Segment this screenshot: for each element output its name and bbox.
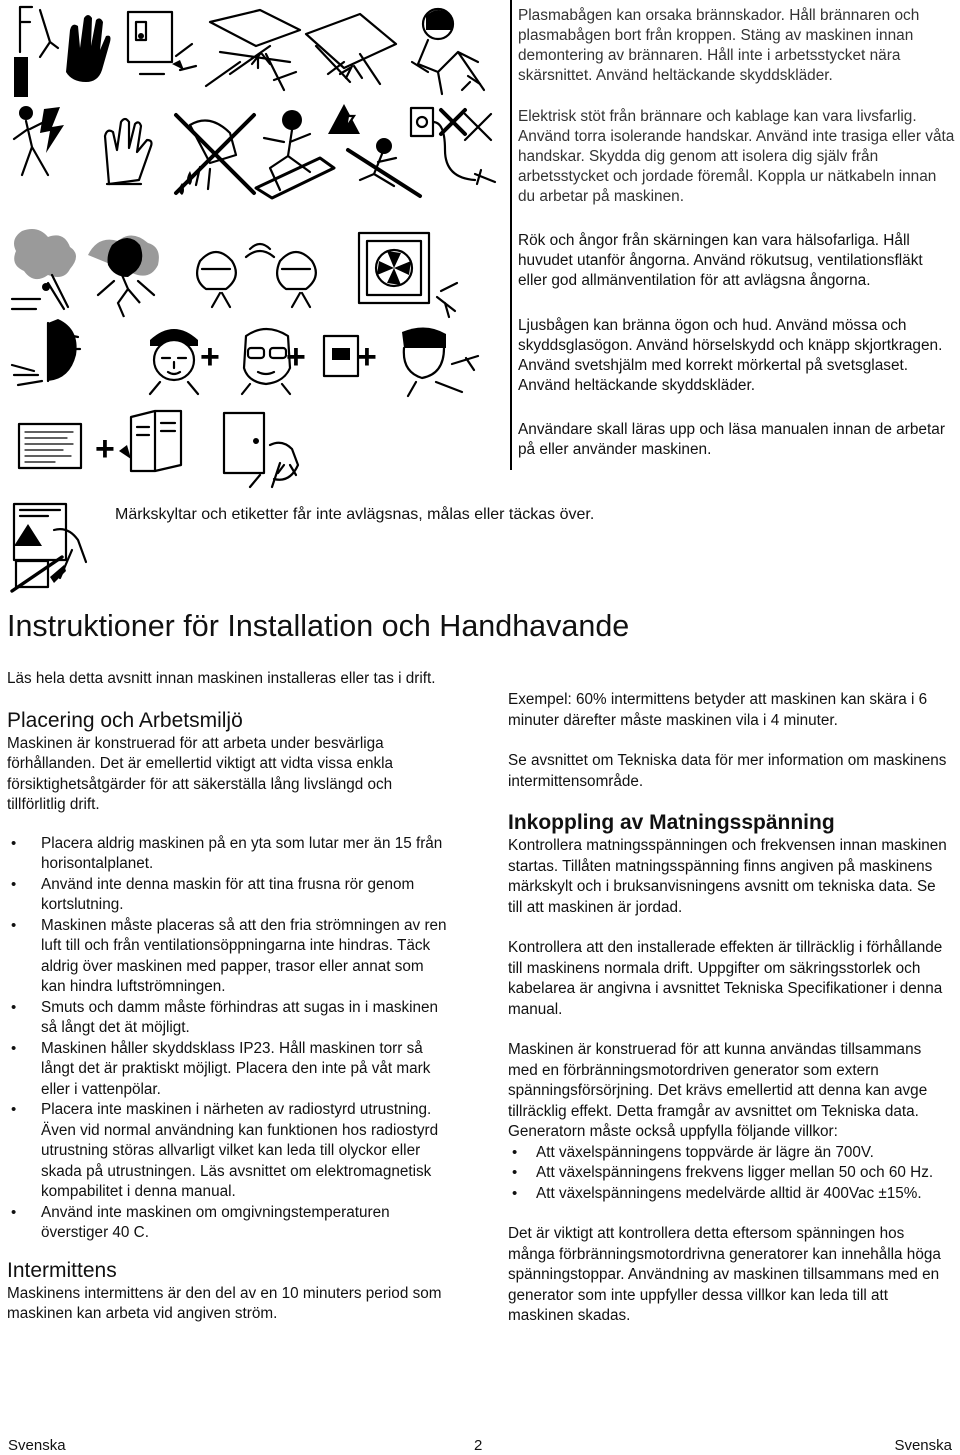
no-paint-label-icon xyxy=(8,555,68,595)
input-paragraph-4: Det är viktigt att kontrollera detta eftersom spänningen hos många förbränningsmotordrivna generatorer kan innehålla höga spänningstoppar. Användning av maskinen tillsammans med en generator som inte uppfyller dessa villkor kan leda till att maskinen skadas. xyxy=(508,1225,941,1324)
disconnect-plug-icon xyxy=(405,100,505,200)
list-item: • Smuts och damm måste förhindras att sugas in i maskinen så långt det ät möjligt. xyxy=(7,998,447,1039)
plus-sign: + xyxy=(357,338,377,376)
hand-icon xyxy=(60,10,115,85)
technical-data-reference: Se avsnittet om Tekniska data för mer information om maskinens intermittensområde. xyxy=(508,752,947,790)
input-paragraph-3: Maskinen är konstruerad för att kunna användas tillsammans med en förbränningsmotordriven generator som extern spänningsförsörjning. Det krävs emellertid att denna kan avge tillräcklig effekt. Detta framgår av avsnittet om Tekniska data. Generatorn måste också uppfylla följande villkor: xyxy=(508,1041,928,1140)
fume-hazard-icon xyxy=(8,225,88,315)
read-manual-icon xyxy=(200,405,310,490)
labels-caption: Märkskyltar och etiketter får inte avlägsnas, målas eller täckas över. xyxy=(115,506,595,523)
list-item: • Att växelspänningens toppvärde är lägre än 700V. xyxy=(508,1143,953,1164)
placement-bullet-list xyxy=(7,834,447,1244)
fume-head-icon xyxy=(88,225,168,320)
placement-heading: Placering och Arbetsmiljö xyxy=(7,708,243,732)
intro-text: Läs hela detta avsnitt innan maskinen installeras eller tas i drift. xyxy=(7,670,436,687)
fume-extraction-icon xyxy=(180,235,340,310)
workpiece-sparks-icon xyxy=(300,4,400,99)
page-number: 2 xyxy=(474,1437,483,1454)
protective-clothing-icon xyxy=(398,2,506,97)
plus-sign: + xyxy=(200,338,220,376)
power-off-icon xyxy=(120,4,200,89)
placement-paragraph: Maskinen är konstruerad för att arbeta under besvärliga förhållanden. Det är emellertid viktigt att vidta vissa enkla försiktighetsåtgärder för att säkerställa lång livslängd och tillförlitlig drift. xyxy=(7,734,394,813)
right-column xyxy=(508,690,953,1327)
duty-cycle-example: Exempel: 60% intermittens betyder att maskinen kan skära i 6 minuter därefter måste maskinen vila i 4 minuter. xyxy=(508,691,928,729)
column-divider xyxy=(510,0,512,470)
training-icon xyxy=(115,405,195,490)
warning-text-arc: Plasmabågen kan orsaka brännskador. Håll brännaren och plasmabågen bort från kroppen. Stäng av maskinen innan demontering av brännaren. Håll inte i arbetsstycket nära skärsnittet. Använd heltäckande skyddskläder. xyxy=(518,7,920,84)
list-item: • Maskinen håller skyddsklass IP23. Håll maskinen torr så långt det är praktiskt möjligt. Placera den inte på våt mark eller i vattenpölar. xyxy=(7,1039,447,1101)
section-title: Instruktioner för Installation och Handhavande xyxy=(7,609,630,643)
warning-text-shock: Elektrisk stöt från brännare och kablage kan vara livsfarlig. Använd torra isolerande handskar. Använd inte trasiga eller våta handskar. Skydda dig genom att isolera dig själv från arbetsstycket och jordade föremål. Koppla ur nätkabeln innan du arbetar på maskinen. xyxy=(518,108,955,205)
insulated-worker-icon xyxy=(250,98,340,203)
input-paragraph-1: Kontrollera matningsspänningen och frekvensen innan maskinen startas. Tillåten matningsspänning finns angiven på maskinens märkskylt och i bruksanvisningens avsnitt om tekniska data. Se till att maskinen är jordad. xyxy=(508,837,947,916)
plus-sign: + xyxy=(286,338,306,376)
duty-cycle-heading: Intermittens xyxy=(7,1258,117,1282)
warning-text-training: Användare skall läras upp och läsa manualen innan de arbetar på eller använder maskinen. xyxy=(518,421,945,458)
shock-hazard-icon xyxy=(8,95,88,200)
wet-glove-prohibited-icon xyxy=(170,105,260,200)
footer-language-right: Svenska xyxy=(894,1437,952,1454)
arc-ray-hazard-icon xyxy=(8,315,83,395)
duty-cycle-paragraph: Maskinens intermittens är den del av en 10 minuters period som maskinen kan arbeta vid angiven ström. xyxy=(7,1284,442,1322)
generator-bullet-list xyxy=(508,1143,953,1205)
warning-text-fumes: Rök och ångor från skärningen kan vara hälsofarliga. Håll huvudet utanför ångorna. Använd rökutsug, ventilationsfläkt eller god allmänventilation för att avlägsna ångorna. xyxy=(518,232,923,289)
input-paragraph-2: Kontrollera att den installerade effekten är tillräcklig i förhållande till maskinens normala drift. Uppgifter om säkringsstorlek och kabelarea är angivna i avsnittet Tekniska Specifikationer i denna manual. xyxy=(508,939,943,1018)
list-item: • Att växelspänningens frekvens ligger mellan 50 och 60 Hz. xyxy=(508,1163,953,1184)
warning-text-rays: Ljusbågen kan bränna ögon och hud. Använd mössa och skyddsglasögon. Använd hörselskydd och knäpp skjortkragen. Använd svetshjälm med korrekt mörkertal på svetsglaset. Använd heltäckande skyddskläder. xyxy=(518,317,943,394)
footer-language-left: Svenska xyxy=(8,1437,66,1454)
list-item: • Placera inte maskinen i närheten av radiostyrd utrustning. Även vid normal användning kan funktionen hos radiostyrd utrustning störas allvarligt vilket kan leda till olyckor eller skada på utrustningen. Läs avsnittet om elektromagnetisk kompabilitet i denna manual. xyxy=(7,1100,447,1203)
list-item: • Använd inte maskinen om omgivningstemperaturen överstiger 40 C. xyxy=(7,1203,447,1244)
list-item: • Att växelspänningens medelvärde alltid är 400Vac ±15%. xyxy=(508,1184,953,1205)
plus-sign: + xyxy=(95,430,115,468)
ear-protection-icon xyxy=(382,318,492,398)
fan-ventilation-icon xyxy=(345,225,465,320)
manual-icon xyxy=(15,420,90,475)
list-item: • Använd inte denna maskin för att tina frusna rör genom kortslutning. xyxy=(7,875,447,916)
input-connection-heading: Inkoppling av Matningsspänning xyxy=(508,811,835,834)
left-column xyxy=(7,669,447,1325)
torch-cutting-icon xyxy=(200,2,310,97)
list-item: • Placera aldrig maskinen på en yta som lutar mer än 15 från horisontalplanet. xyxy=(7,834,447,875)
list-item: • Maskinen måste placeras så att den fria strömningen av ren luft till och från ventilationsöppningarna inte hindras. Täck aldrig över maskinen med papper, trasor eller annat som kan hindra luftströmningen. xyxy=(7,916,447,998)
glove-icon xyxy=(95,110,170,195)
